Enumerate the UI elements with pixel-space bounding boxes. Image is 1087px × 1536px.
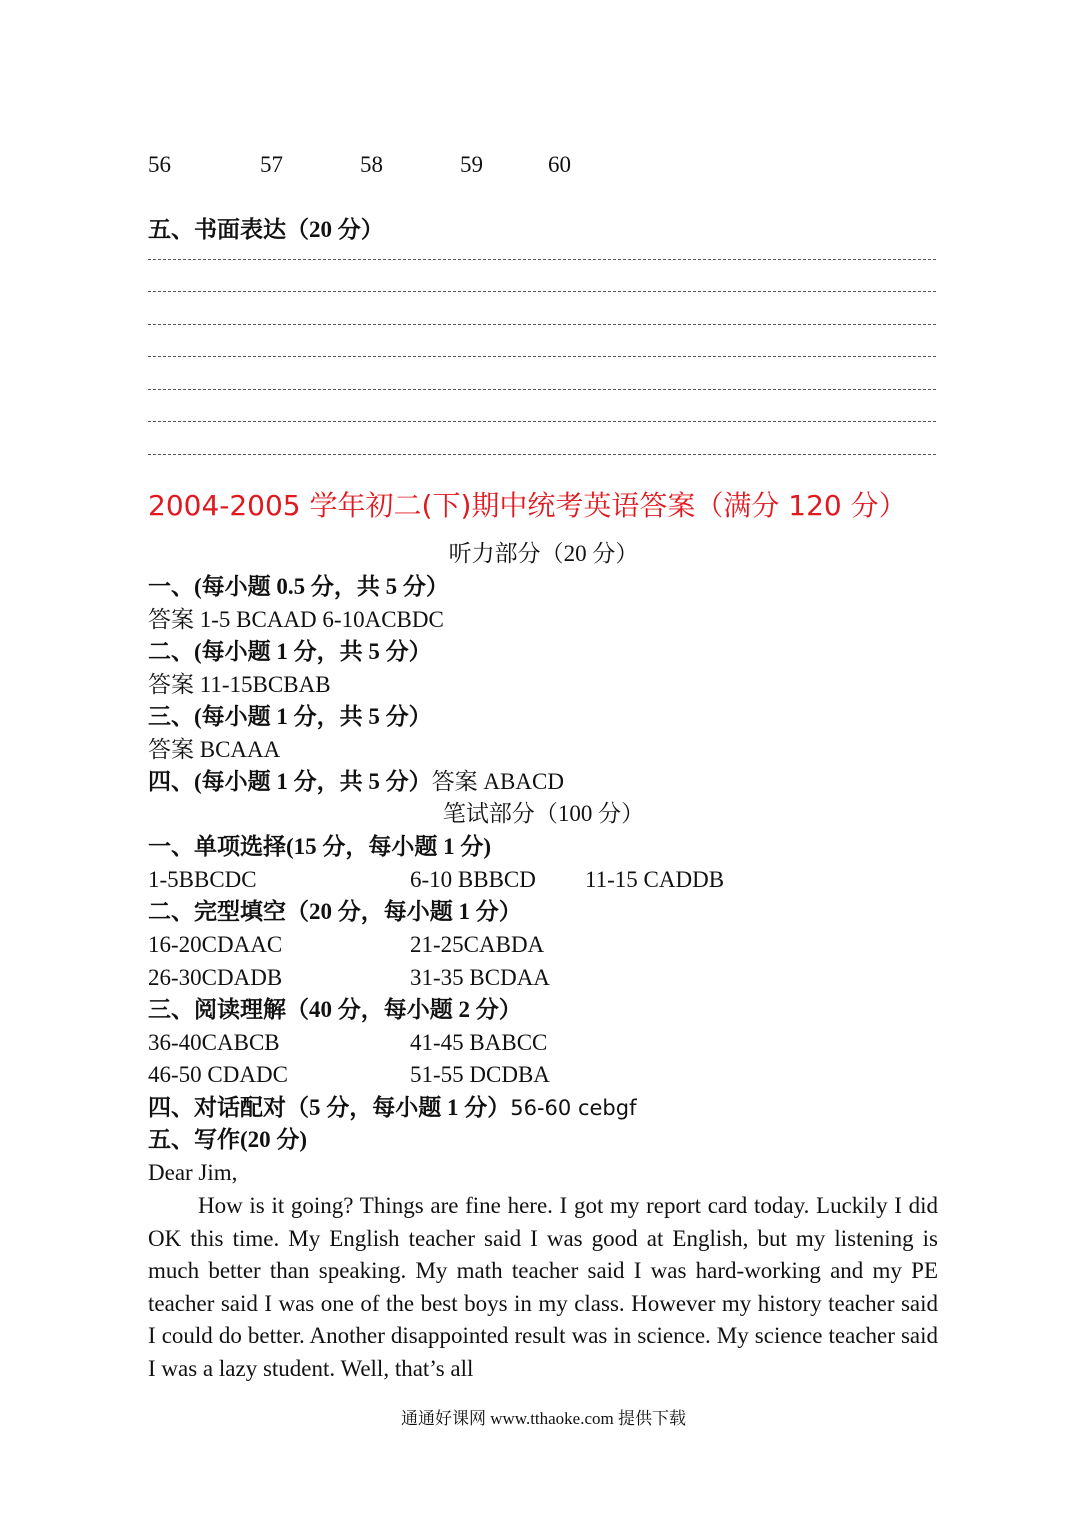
reading-heading: 三、阅读理解（40 分，每小题 2 分） bbox=[148, 997, 522, 1022]
question-number-row bbox=[148, 150, 648, 180]
answer-group: 6-10 BBBCD bbox=[410, 867, 536, 892]
answer-key-title: 2004-2005 学年初二(下)期中统考英语答案（满分 120 分） bbox=[148, 489, 907, 522]
essay-body: How is it going? Things are fine here. I got my report card today. Luckily I did OK this time. My English teacher said I was good at English, but my listening is much better than speaking. My math teacher said I was hard-working and my PE teacher said I was one of the best boys in my class. However my history teacher said I could do better. Another disappointed result was in science. My science teacher said I was a lazy student. Well, that’s all bbox=[148, 1193, 938, 1381]
answer-line bbox=[148, 454, 936, 455]
answer-group: 51-55 DCDBA bbox=[410, 1062, 550, 1087]
question-number: 59 bbox=[460, 152, 483, 177]
writing-section-heading: 五、书面表达（20 分） bbox=[148, 217, 384, 242]
question-number: 57 bbox=[260, 152, 283, 177]
reading-answers-row-1 bbox=[148, 1028, 938, 1058]
question-number: 56 bbox=[148, 152, 171, 177]
listening-section-3-answer: 答案 BCAAA bbox=[148, 737, 281, 762]
listening-section-4-answer: 答案 ABACD bbox=[431, 769, 564, 794]
dialog-row bbox=[148, 1093, 636, 1123]
listening-section-4-heading: 四、(每小题 1 分，共 5 分） bbox=[148, 769, 432, 794]
answer-line bbox=[148, 324, 936, 325]
answer-group: 16-20CDAAC bbox=[148, 932, 283, 957]
cloze-answers-row-2 bbox=[148, 963, 938, 993]
multiple-choice-heading: 一、单项选择(15 分，每小题 1 分) bbox=[148, 834, 492, 859]
answer-line bbox=[148, 356, 936, 357]
listening-part-heading: 听力部分（20 分） bbox=[448, 541, 639, 566]
listening-section-1-heading: 一、(每小题 0.5 分，共 5 分） bbox=[148, 574, 449, 599]
answer-line bbox=[148, 389, 936, 390]
answer-group: 36-40CABCB bbox=[148, 1030, 280, 1055]
question-number: 60 bbox=[548, 152, 571, 177]
dialog-heading: 四、对话配对（5 分，每小题 1 分） bbox=[148, 1095, 511, 1120]
answer-group: 1-5BBCDC bbox=[148, 867, 257, 892]
answer-group: 21-25CABDA bbox=[410, 932, 545, 957]
answer-line bbox=[148, 421, 936, 422]
listening-section-3-heading: 三、(每小题 1 分，共 5 分） bbox=[148, 704, 432, 729]
answer-group: 41-45 BABCC bbox=[410, 1030, 548, 1055]
listening-section-2-heading: 二、(每小题 1 分，共 5 分） bbox=[148, 639, 432, 664]
essay-greeting: Dear Jim, bbox=[148, 1160, 238, 1185]
answer-group: 46-50 CDADC bbox=[148, 1062, 288, 1087]
answer-group: 26-30CDADB bbox=[148, 965, 283, 990]
answer-line bbox=[148, 259, 936, 260]
essay-heading: 五、写作(20 分) bbox=[148, 1127, 308, 1152]
cloze-heading: 二、完型填空（20 分，每小题 1 分） bbox=[148, 899, 522, 924]
listening-section-1-answer: 答案 1-5 BCAAD 6-10ACBDC bbox=[148, 607, 444, 632]
page-footer: 通通好课网 www.tthaoke.com 提供下载 bbox=[400, 1409, 687, 1428]
multiple-choice-answers bbox=[148, 865, 938, 895]
cloze-answers-row-1 bbox=[148, 930, 938, 960]
answer-line bbox=[148, 291, 936, 292]
answer-group: 11-15 CADDB bbox=[585, 867, 725, 892]
listening-section-4-row bbox=[148, 767, 564, 797]
reading-answers-row-2 bbox=[148, 1060, 938, 1090]
dialog-answer: 56-60 cebgf bbox=[510, 1096, 637, 1120]
written-part-heading: 笔试部分（100 分） bbox=[442, 801, 645, 826]
question-number: 58 bbox=[360, 152, 383, 177]
answer-group: 31-35 BCDAA bbox=[410, 965, 550, 990]
listening-section-2-answer: 答案 11-15BCBAB bbox=[148, 672, 331, 697]
